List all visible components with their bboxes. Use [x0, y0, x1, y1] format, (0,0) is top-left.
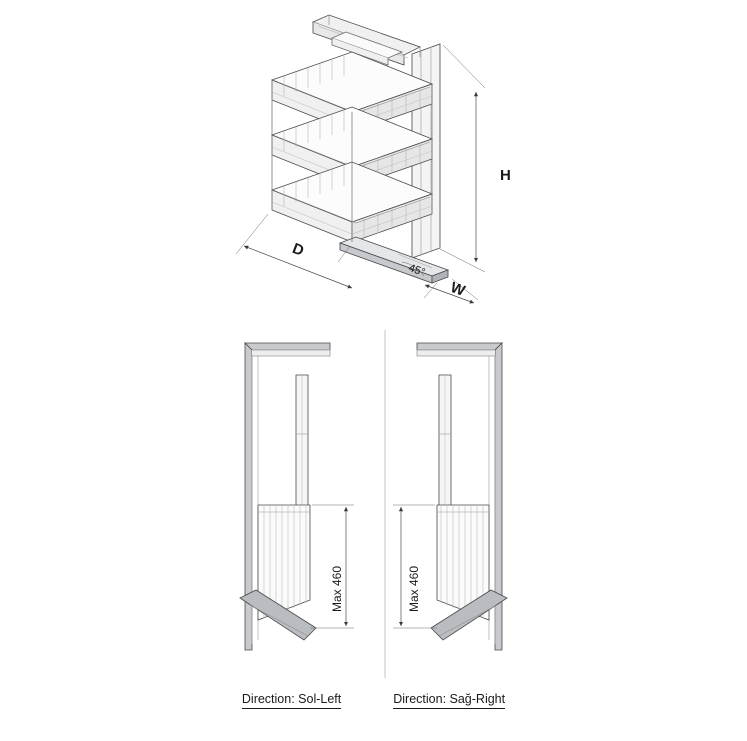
max-height-label-right: Max 460 — [407, 565, 421, 612]
caption-row — [0, 692, 747, 709]
max-height-label-left: Max 460 — [330, 565, 344, 612]
caption-direction-left: Direction: Sol-Left — [242, 692, 341, 709]
dimension-label-width: W — [448, 279, 468, 300]
dimension-label-depth: D — [289, 240, 307, 260]
angle-label-45: 45° — [406, 262, 427, 279]
caption-direction-right: Direction: Sağ-Right — [393, 692, 505, 709]
dimension-label-height: H — [500, 167, 512, 184]
